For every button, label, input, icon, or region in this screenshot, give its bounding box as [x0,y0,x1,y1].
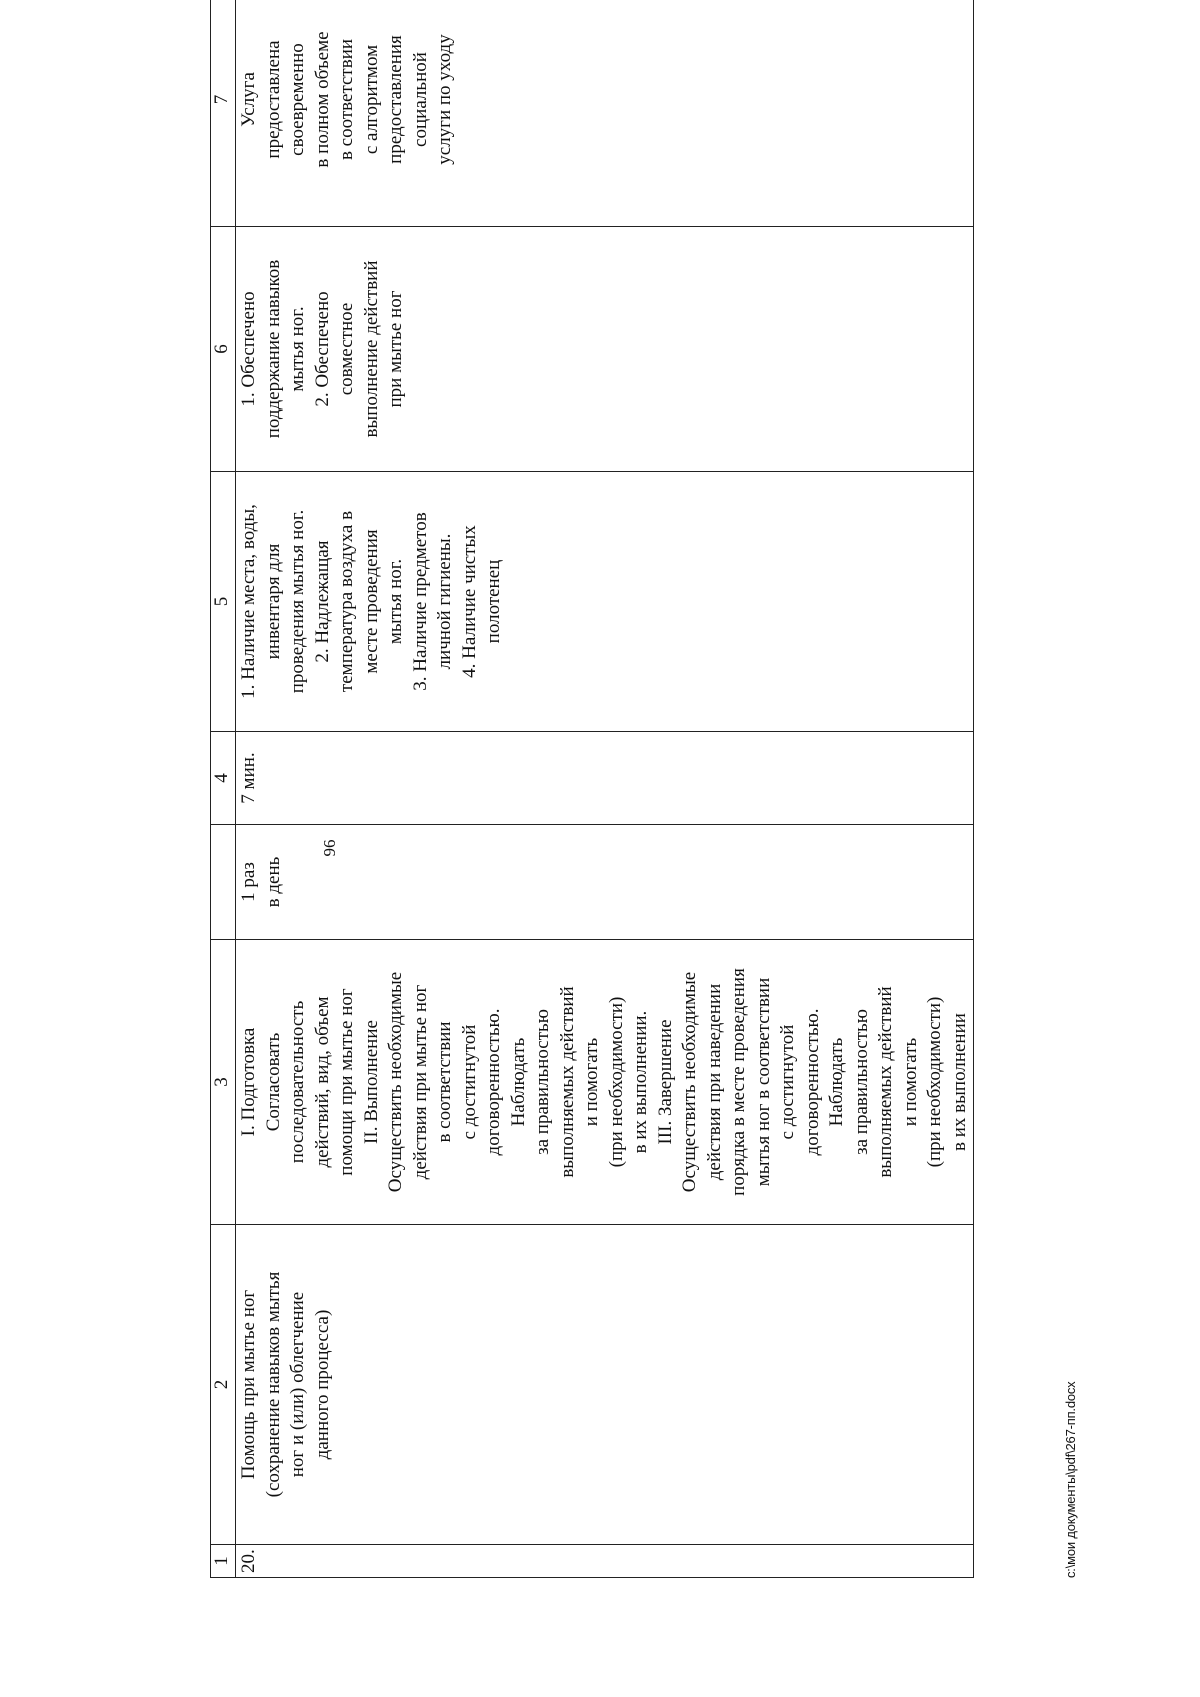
result-cell [236,227,974,472]
cell-text-line: в день [262,856,284,908]
frequency-cell [236,825,974,940]
cell-text-line: температура воздуха в [336,510,357,693]
cell-text-line: Согласовать [262,1032,284,1132]
cell-text-line: личной гигиены. [434,533,455,670]
cell-text-line: с алгоритмом [360,44,382,155]
cell-text-line: 1. Наличие места, воды, [238,504,259,699]
duration-cell [236,732,974,825]
header-cell-5: 5 [211,472,236,732]
cell-text-line: (при необходимости) [605,996,627,1168]
cell-text-line: 7 мин. [238,752,259,804]
cell-text-line: (при необходимости) [924,996,945,1168]
cell-text-line: в соответствии [434,1021,455,1143]
cell-text-line: Услуга [238,72,259,127]
service-table-wrapper [210,0,990,1578]
cell-text-line: Осуществить необходимые [679,971,700,1193]
cell-text-line: 2. Обеспечено [311,291,333,407]
cell-text-line: предоставлена [262,40,284,159]
cell-text-line: мытья ног в соответствии [752,977,774,1187]
cell-text-line: предоставления [385,35,406,164]
cell-text-line: выполнение действий [360,260,382,438]
cell-text-line: договоренностью. [801,1008,823,1156]
cell-text-line: Помощь при мытье ног [238,1289,259,1480]
cell-text-line: II. Выполнение [360,1020,382,1144]
cell-text-line: ног и (или) облегчение [287,1291,308,1478]
cell-text-line: III. Завершение [654,1019,676,1145]
cell-text-line: 4. Наличие чистых [458,525,480,678]
cell-text-line: 3. Наличие предметов [409,512,431,691]
cell-text-line: с достигнутой [458,1024,480,1140]
cell-text-line: совместное [336,302,357,396]
cell-text-line: поддержание навыков [262,259,284,439]
cell-text-line: и помогать [581,1037,602,1127]
cell-text-line: мытья ног. [385,558,406,645]
cell-text-line: Осуществить необходимые [385,971,406,1193]
header-row [211,0,236,1578]
cell-text-line: месте проведения [360,529,382,674]
cell-text-line: полотенец [483,559,504,644]
cell-text-line: действий, вид, объем [311,996,333,1168]
cell-text-line: в их выполнении [948,1013,970,1151]
cell-text-line: данного процесса) [311,1309,333,1460]
cell-text-line: проведения мытья ног. [287,509,308,694]
cell-text-line: действия при наведении [703,983,725,1181]
cell-text-line: своевременно [287,43,308,156]
cell-text-line: (сохранение навыков мытья [262,1271,284,1498]
cell-text-line: помощи при мытье ног [336,988,357,1176]
rotated-page [50,23,1150,1673]
table-row [236,0,974,1578]
procedure-cell [236,940,974,1225]
header-cell-3: 3 [211,940,236,1225]
cell-text-line: при мытье ног [385,290,406,408]
cell-text-line: Наблюдать [507,1037,529,1127]
page-number: 96 [320,839,339,857]
cell-text-line: 1. Обеспечено [238,291,259,407]
cell-text-line: услуги по уходу [434,34,455,165]
cell-text-line: с достигнутой [777,1024,798,1140]
cell-text-line: договоренностью. [483,1008,504,1156]
header-cell-blank [211,825,236,940]
cell-text-line: и помогать [899,1037,921,1127]
header-cell-7: 7 [211,0,236,227]
conditions-cell [236,472,974,732]
evaluation-cell [236,0,974,227]
footer-file-path: c:\мои документы\pdf\267-пп.docx [1063,1381,1078,1578]
service-name-cell [236,1225,974,1545]
cell-text-line: в полном объеме [311,31,333,168]
header-cell-2: 2 [211,1225,236,1545]
cell-text-line: в их выполнении. [630,1010,651,1154]
cell-text-line: за правильностью [532,1009,553,1155]
header-cell-4: 4 [211,732,236,825]
cell-text-line: последовательность [287,1000,308,1164]
cell-text-line: выполняемых действий [875,986,896,1178]
cell-text-line: 1 раз [238,862,259,902]
cell-text-line: за правильностью [850,1009,872,1155]
cell-text-line: мытья ног. [287,306,308,392]
header-cell-1: 1 [211,1545,236,1578]
cell-text-line: Наблюдать [826,1037,847,1127]
cell-text-line: выполняемых действий [556,986,578,1178]
cell-text-line: инвентаря для [262,543,284,660]
cell-text-line: I. Подготовка [238,1027,259,1137]
cell-text-line: в соответствии [336,38,357,161]
header-cell-6: 6 [211,227,236,472]
cell-text-line: порядка в месте проведения [728,968,749,1196]
row-number: 20. [236,1545,974,1578]
cell-text-line: социальной [409,52,431,147]
service-table [210,0,974,1578]
cell-text-line: 2. Надлежащая [311,540,333,663]
cell-text-line: действия при мытье ног [409,984,431,1180]
